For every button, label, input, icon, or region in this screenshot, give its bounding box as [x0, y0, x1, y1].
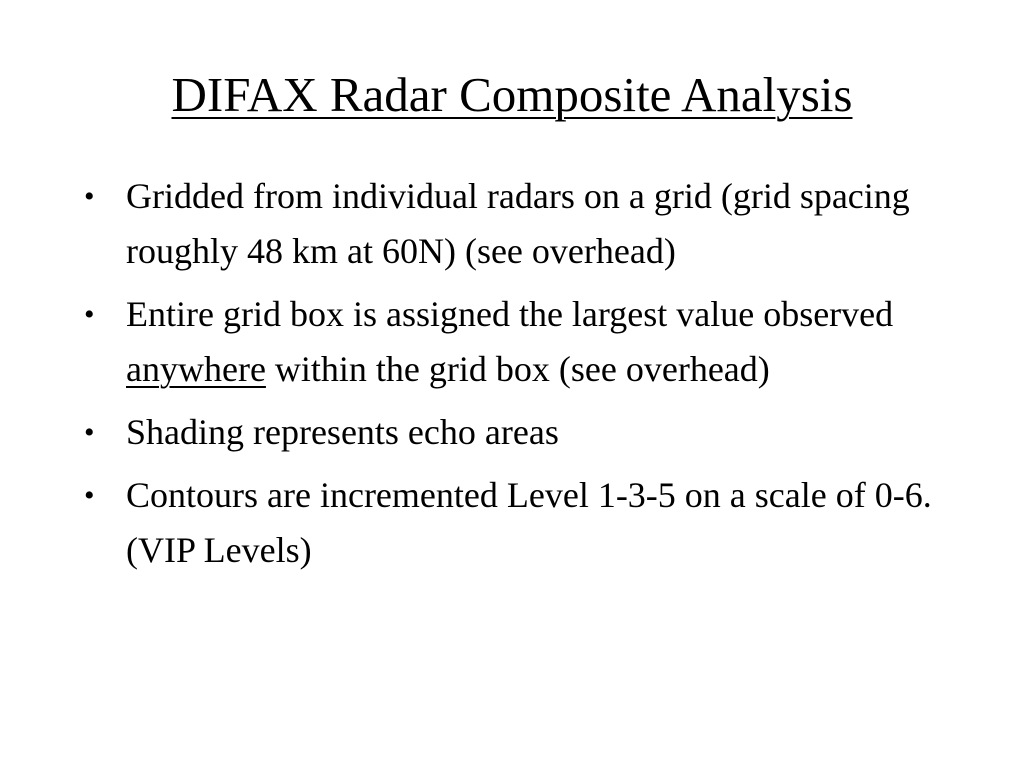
bullet-item: [80, 287, 940, 397]
bullet-icon: •: [84, 180, 95, 213]
bullet-item: [80, 468, 940, 578]
bullet-icon: •: [84, 479, 95, 512]
bullet-item: [80, 169, 940, 279]
bullet-item: [80, 405, 940, 460]
bullet-text: Shading represents echo areas: [126, 412, 559, 452]
slide-title-text: DIFAX Radar Composite Analysis: [171, 67, 853, 122]
slide-title: [0, 62, 1024, 128]
bullet-emphasis: anywhere: [126, 349, 266, 389]
bullet-icon: •: [84, 298, 95, 331]
bullet-text-before: Entire grid box is assigned the largest value observed: [126, 294, 894, 334]
bullet-list: [80, 169, 940, 586]
bullet-text: Contours are incremented Level 1-3-5 on a scale of 0-6. (VIP Levels): [126, 475, 932, 570]
bullet-text-after: within the grid box (see overhead): [265, 349, 770, 389]
bullet-text: Gridded from individual radars on a grid (grid spacing roughly 48 km at 60N) (see overhead): [126, 176, 910, 271]
bullet-icon: •: [84, 416, 95, 449]
